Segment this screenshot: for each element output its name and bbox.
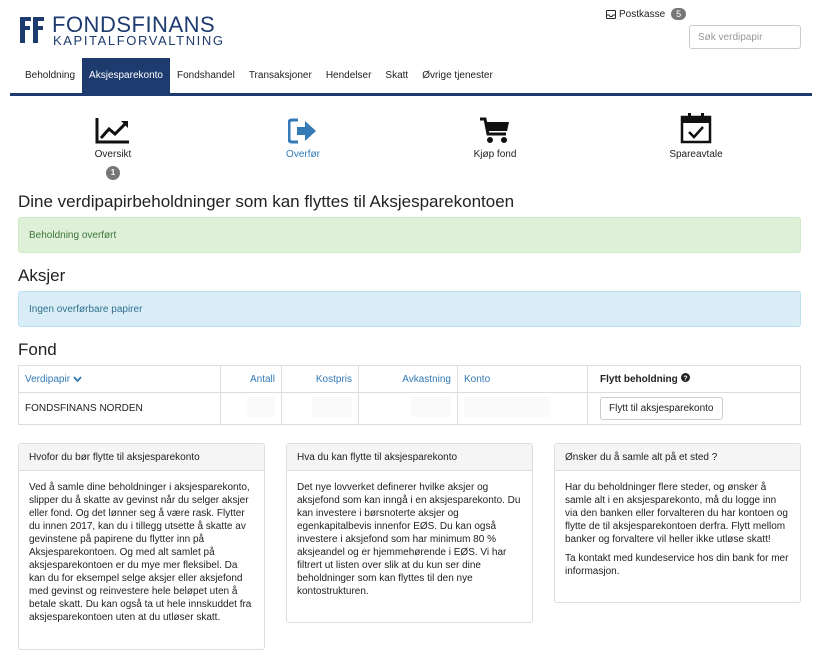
nav-item-beholdning[interactable]: Beholdning: [25, 70, 76, 81]
nav-item-skatt[interactable]: Skatt: [385, 70, 409, 81]
cell-avkastning: [359, 393, 458, 425]
column-header-verdipapir[interactable]: [19, 366, 221, 393]
aksjer-heading: Aksjer: [18, 266, 66, 285]
nav-underline: [10, 93, 812, 96]
page-title: Dine verdipapirbeholdninger som kan flyttes til Aksjesparekontoen: [18, 192, 515, 211]
info-panel-collect: [554, 443, 801, 603]
panel-text: Ved å samle dine beholdninger i aksjesparekonto, slipper du å skatte av gevinst når du selger aksjer eller fond. Og det lønner seg å være rask. Flytter du innen 2017, kan du i tillegg utsette å skatte av gevinstene på papirene du flytter inn på Aksjesparekontoen. Og med alt samlet på aksjesparekontoen er du mye mer fleksibel. Da kan du for eksempel selge aksjer eller aksjefond med gevinst og reinvestere hele beløpet uten å betale skatt. Du kan også ta ut hele innskuddet fra aksjesparekontoen uten at du utløser skatt.: [29, 482, 252, 623]
fond-heading: Fond: [18, 340, 57, 359]
svg-text:?: ?: [682, 375, 688, 382]
column-header-avkastning[interactable]: Avkastning: [359, 366, 458, 393]
table-row: [19, 393, 801, 425]
column-header-antall[interactable]: Antall: [221, 366, 282, 393]
fondsfinans-logo-icon: [18, 14, 46, 44]
step-label-kjop-fond: Kjøp fond: [473, 149, 517, 160]
question-circle-icon[interactable]: [681, 373, 690, 382]
panel-title: Hvofor du bør flytte til aksjesparekonto: [19, 444, 264, 471]
line-chart-icon: [95, 116, 131, 144]
cell-flytt: [588, 393, 801, 425]
panel-text: Har du beholdninger flere steder, og ønsker å samle alt i en aksjesparekonto, må du logge inn via den banken eller forvalteren du har kontoen og flytte de til aksjesparekontoen derfra. Flytt mellom banker og forvaltere vil heller ikke utløse skatt!: [565, 482, 788, 545]
postkasse-label: Postkasse: [619, 8, 666, 20]
transfer-arrow-icon: [288, 118, 318, 144]
brand-name: FONDSFINANS: [52, 12, 216, 37]
panel-title: Ønsker du å samle alt på et sted ?: [555, 444, 800, 471]
main-nav: [18, 58, 500, 94]
panel-text: Ta kontakt med kundeservice hos din bank for mer informasjon.: [565, 553, 789, 577]
step-label-spareavtale: Spareavtale: [669, 149, 723, 160]
nav-item-aksjesparekonto[interactable]: Aksjesparekonto: [82, 58, 170, 94]
cell-konto: [458, 393, 588, 425]
panel-text: Det nye lovverket definerer hvilke aksjer og aksjefond som kan inngå i en aksjesparekonto. Du kan investere i børsnoterte aksjer og egenkapitalbevis innenfor EØS. Du kan også investere i aksjefond som har minimum 80 % aksjeandel og er hjemmehørende i EØS. Vi har filtrert ut listen over slik at du kun ser dine beholdninger som kan flyttes til den nye kontostrukturen.: [297, 482, 521, 597]
cell-verdipapir: FONDSFINANS NORDEN: [19, 393, 221, 425]
nav-item-ovrige-tjenester[interactable]: Øvrige tjenester: [422, 70, 493, 81]
cell-antall: [221, 393, 282, 425]
search-input[interactable]: [689, 25, 801, 49]
flytt-header-label: Flytt beholdning: [600, 374, 678, 385]
postkasse-link[interactable]: [606, 8, 686, 20]
brand-subtitle: KAPITALFORVALTNING: [53, 33, 225, 48]
flytt-til-aksjesparekonto-button[interactable]: Flytt til aksjesparekonto: [600, 397, 723, 420]
shopping-cart-icon: [479, 116, 511, 144]
fond-table: [18, 365, 801, 425]
postkasse-count-badge: 5: [671, 8, 686, 20]
column-header-konto[interactable]: Konto: [458, 366, 588, 393]
nav-item-fondshandel[interactable]: Fondshandel: [176, 70, 235, 81]
brand-logo[interactable]: [18, 12, 225, 48]
step-oversikt-badge: 1: [106, 166, 120, 180]
calendar-check-icon: [680, 112, 712, 144]
nav-item-transaksjoner[interactable]: Transaksjoner: [248, 70, 312, 81]
nav-item-hendelser[interactable]: Hendelser: [325, 70, 372, 81]
info-panel-why: [18, 443, 265, 650]
step-overfor[interactable]: [248, 114, 358, 160]
column-header-kostpris[interactable]: Kostpris: [282, 366, 359, 393]
step-kjop-fond[interactable]: [440, 114, 550, 160]
step-oversikt[interactable]: [58, 114, 168, 160]
verdipapir-header-label: Verdipapir: [25, 373, 71, 385]
step-label-oversikt: Oversikt: [94, 149, 132, 160]
chevron-down-icon: [73, 376, 82, 382]
table-header-row: [19, 366, 801, 393]
step-spareavtale[interactable]: [641, 114, 751, 160]
success-alert: Beholdning overført: [18, 217, 801, 253]
inbox-icon: [606, 10, 616, 19]
info-panel-what: [286, 443, 533, 623]
step-label-overfor: Overfør: [286, 149, 320, 160]
panel-title: Hva du kan flytte til aksjesparekonto: [287, 444, 532, 471]
info-alert: Ingen overførbare papirer: [18, 291, 801, 327]
cell-kostpris: [282, 393, 359, 425]
column-header-flytt-beholdning: [588, 366, 801, 393]
